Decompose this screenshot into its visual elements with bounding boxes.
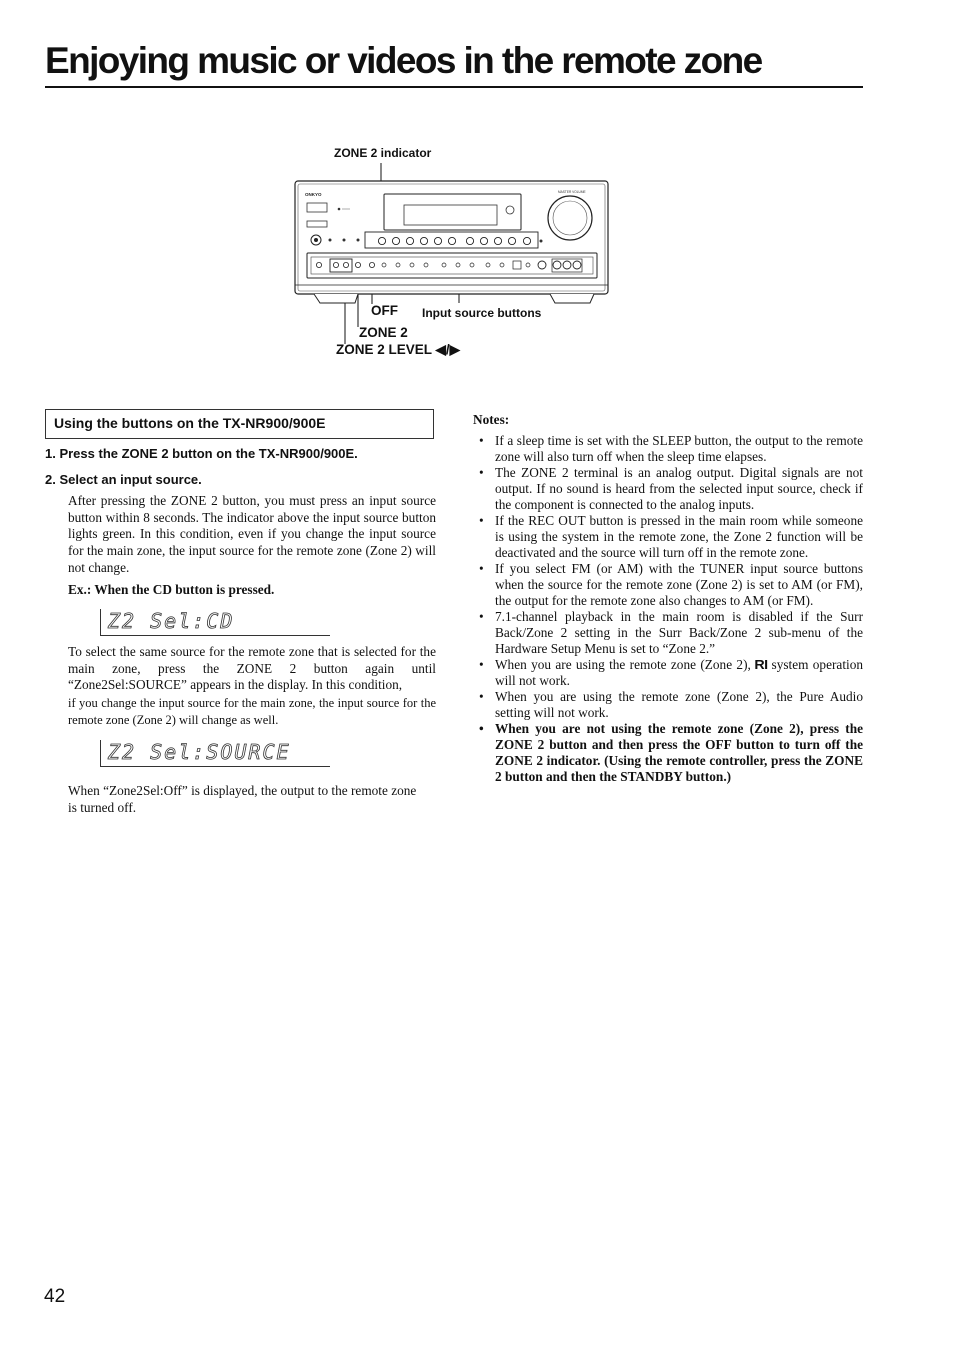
off-label: OFF	[371, 303, 398, 318]
brand-logo: ONKYO	[305, 192, 322, 197]
note-item: • If the REC OUT button is pressed in the main room while someone is using the system in the remote zone, the Zone 2 function will be deactivated and the source will turn off in the remote zone.	[473, 513, 863, 561]
section-title: Using the buttons on the TX-NR900/900E	[54, 415, 326, 431]
input-source-buttons-label: Input source buttons	[422, 306, 542, 320]
note-item	[473, 657, 863, 689]
display-readout-cd: Z2 Sel:CD	[108, 609, 235, 633]
same-source-paragraph-b: if you change the input source for the main zone, the input source for the remote zone (Zone 2) will change as well.	[68, 696, 436, 727]
notes-list	[473, 433, 863, 785]
page-number: 42	[44, 1286, 66, 1307]
title-underline	[45, 86, 863, 88]
note-item: • If a sleep time is set with the SLEEP button, the output to the remote zone will also turn off when the sleep time elapses.	[473, 433, 863, 465]
step-2: 2. Select an input source.	[45, 472, 202, 487]
note-6-text-start: When you are using the remote zone (Zone 2),	[495, 657, 751, 672]
note-item-important: • When you are not using the remote zone (Zone 2), press the ZONE 2 button and then press the OFF button to turn off the ZONE 2 indicator. (Using the remote controller, press the ZONE 2 button and then the STANDBY button.)	[473, 721, 863, 785]
note-item: • If you select FM (or AM) with the TUNER input source buttons when the source for the remote zone (Zone 2) is set to AM (or FM), the output for the remote zone also changes to AM (or FM).	[473, 561, 863, 609]
ri-icon: RI	[754, 657, 768, 672]
step-2-paragraph: After pressing the ZONE 2 button, you must press an input source button within 8 seconds. The indicator above the input source button lights green. In this condition, even if you change the input source for the main zone, the input source for the remote zone (Zone 2) will not change.	[68, 493, 436, 575]
same-source-paragraph-a: To select the same source for the remote zone that is selected for the main zone, press the ZONE 2 button again until “Zone2Sel:SOURCE” appears in the display. In this condition,	[68, 644, 436, 693]
note-6-text-end: system operation will not work.	[495, 657, 864, 688]
note-item: • When you are using the remote zone (Zone 2), the Pure Audio setting will not work.	[473, 689, 863, 721]
zone2-label: ZONE 2	[359, 325, 408, 340]
zone-off-paragraph: When “Zone2Sel:Off” is displayed, the output to the remote zone is turned off.	[68, 783, 417, 815]
page-title: Enjoying music or videos in the remote zone	[45, 40, 762, 81]
note-item: • The ZONE 2 terminal is an analog output. Digital signals are not output. If no sound is heard from the selected input source, check if the component is connected to the analog inputs.	[473, 465, 863, 513]
zone2-indicator-label: ZONE 2 indicator	[334, 146, 432, 160]
note-item: • 7.1-channel playback in the main room is disabled if the Surr Back/Zone 2 setting in the Surr Back/Zone 2 sub-menu of the Hardware Setup Menu is set to “Zone 2.”	[473, 609, 863, 657]
example-label: Ex.: When the CD button is pressed.	[68, 582, 275, 597]
notes-heading: Notes:	[473, 412, 510, 427]
master-volume-text: MASTER VOLUME	[558, 190, 586, 194]
display-readout-source: Z2 Sel:SOURCE	[108, 740, 291, 764]
receiver-front-panel-illustration	[285, 160, 615, 350]
step-1: 1. Press the ZONE 2 button on the TX-NR900/900E.	[45, 446, 358, 461]
zone2-level-label: ZONE 2 LEVEL ◀/▶	[336, 342, 461, 357]
